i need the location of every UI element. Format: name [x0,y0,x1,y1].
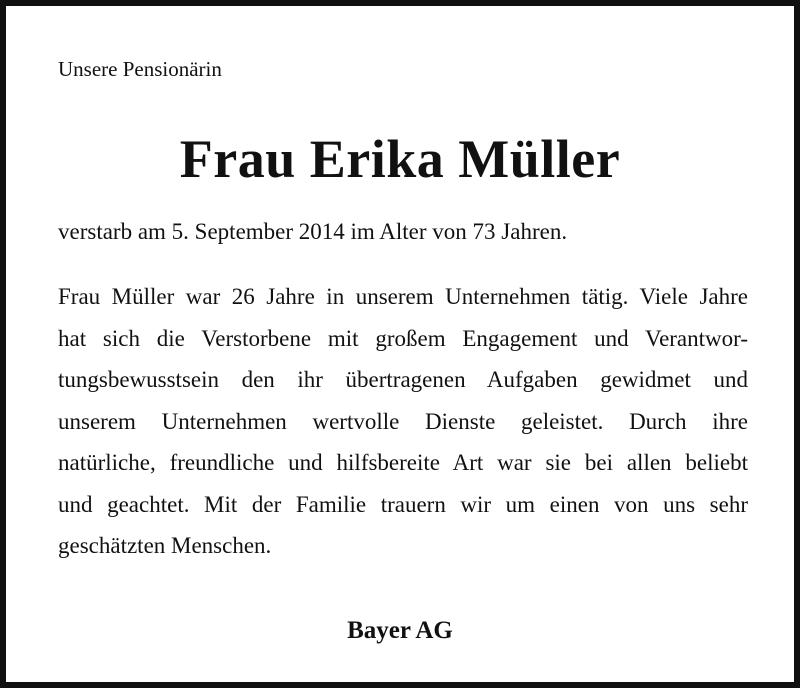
death-statement: verstarb am 5. September 2014 im Alter von 73 Jahren. [58,219,568,244]
tribute-line: natürliche, freundliche und hilfsbereite Art war sie bei allen beliebt [58,450,748,475]
intro-text: Unsere Pensionärin [58,57,222,81]
tribute-line: unserem Unternehmen wertvolle Dienste geleistet. Durch ihre [58,408,748,434]
tribute-line: Frau Müller war 26 Jahre in unserem Unternehmen tätig. Viele Jahre [58,284,748,309]
tribute-line: und geachtet. Mit der Familie trauern wir um einen von uns sehr [58,491,748,517]
tribute-line: hat sich die Verstorbene mit großem Engagement und Verantwor- [58,325,748,351]
deceased-name: Frau Erika Müller [179,129,621,189]
tribute-line: tungsbewusstsein den ihr übertragenen Aufgaben gewidmet und [58,367,748,392]
tribute-paragraph [58,276,748,567]
tribute-line: geschätzten Menschen. [58,533,272,558]
company-signature: Bayer AG [347,617,453,644]
